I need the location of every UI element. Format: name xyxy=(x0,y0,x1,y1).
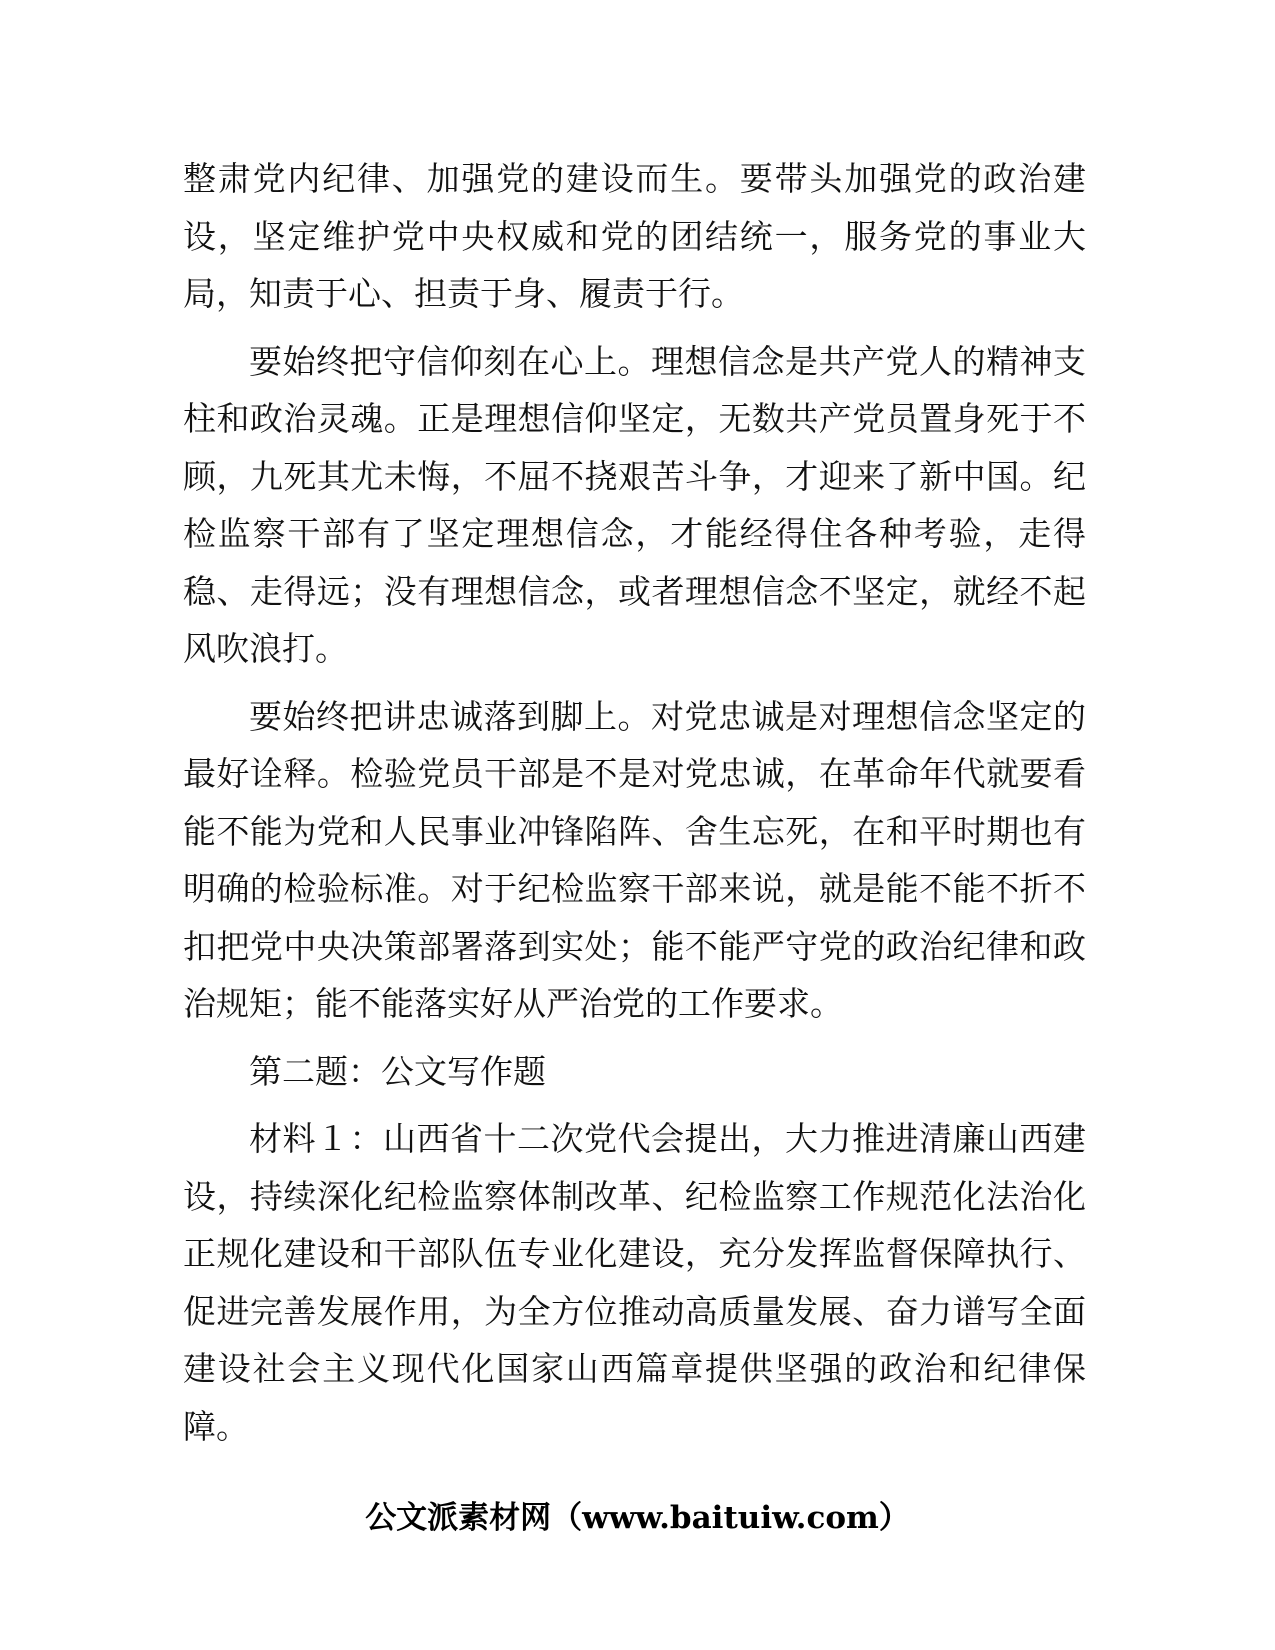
paragraph-faith: 要始终把守信仰刻在心上。理想信念是共产党人的精神支柱和政治灵魂。正是理想信仰坚定，无数共产党员置身死于不顾，九死其尤未悔，不屈不挠艰苦斗争，才迎来了新中国。纪检监察干部有了坚定理想信念，才能经得住各种考验，走得稳、走得远；没有理想信念，或者理想信念不坚定，就经不起风吹浪打。 xyxy=(183,341,1086,668)
document-body xyxy=(183,150,1086,1465)
paragraph-material-1: 材料１：山西省十二次党代会提出，大力推进清廉山西建设，持续深化纪检监察体制改革、纪检监察工作规范化法治化正规化建设和干部队伍专业化建设，充分发挥监督保障执行、促进完善发展作用，为全方位推动高质量发展、奋力谱写全面建设社会主义现代化国家山西篇章提供坚强的政治和纪律保障。 xyxy=(183,1119,1086,1446)
section-heading: 第二题：公文写作题 xyxy=(249,1051,546,1091)
paragraph-continued: 整肃党内纪律、加强党的建设而生。要带头加强党的政治建设，坚定维护党中央权威和党的团结统一，服务党的事业大局，知责于心、担责于身、履责于行。 xyxy=(183,159,1086,313)
paragraph-loyalty: 要始终把讲忠诚落到脚上。对党忠诚是对理想信念坚定的最好诠释。检验党员干部是不是对党忠诚，在革命年代就要看能不能为党和人民事业冲锋陷阵、舍生忘死，在和平时期也有明确的检验标准。对于纪检监察干部来说，就是能不能不折不扣把党中央决策部署落到实处；能不能严守党的政治纪律和政治规矩；能不能落实好从严治党的工作要求。 xyxy=(183,696,1086,1023)
footer-watermark: 公文派素材网（www.baituiw.com） xyxy=(365,1500,910,1536)
